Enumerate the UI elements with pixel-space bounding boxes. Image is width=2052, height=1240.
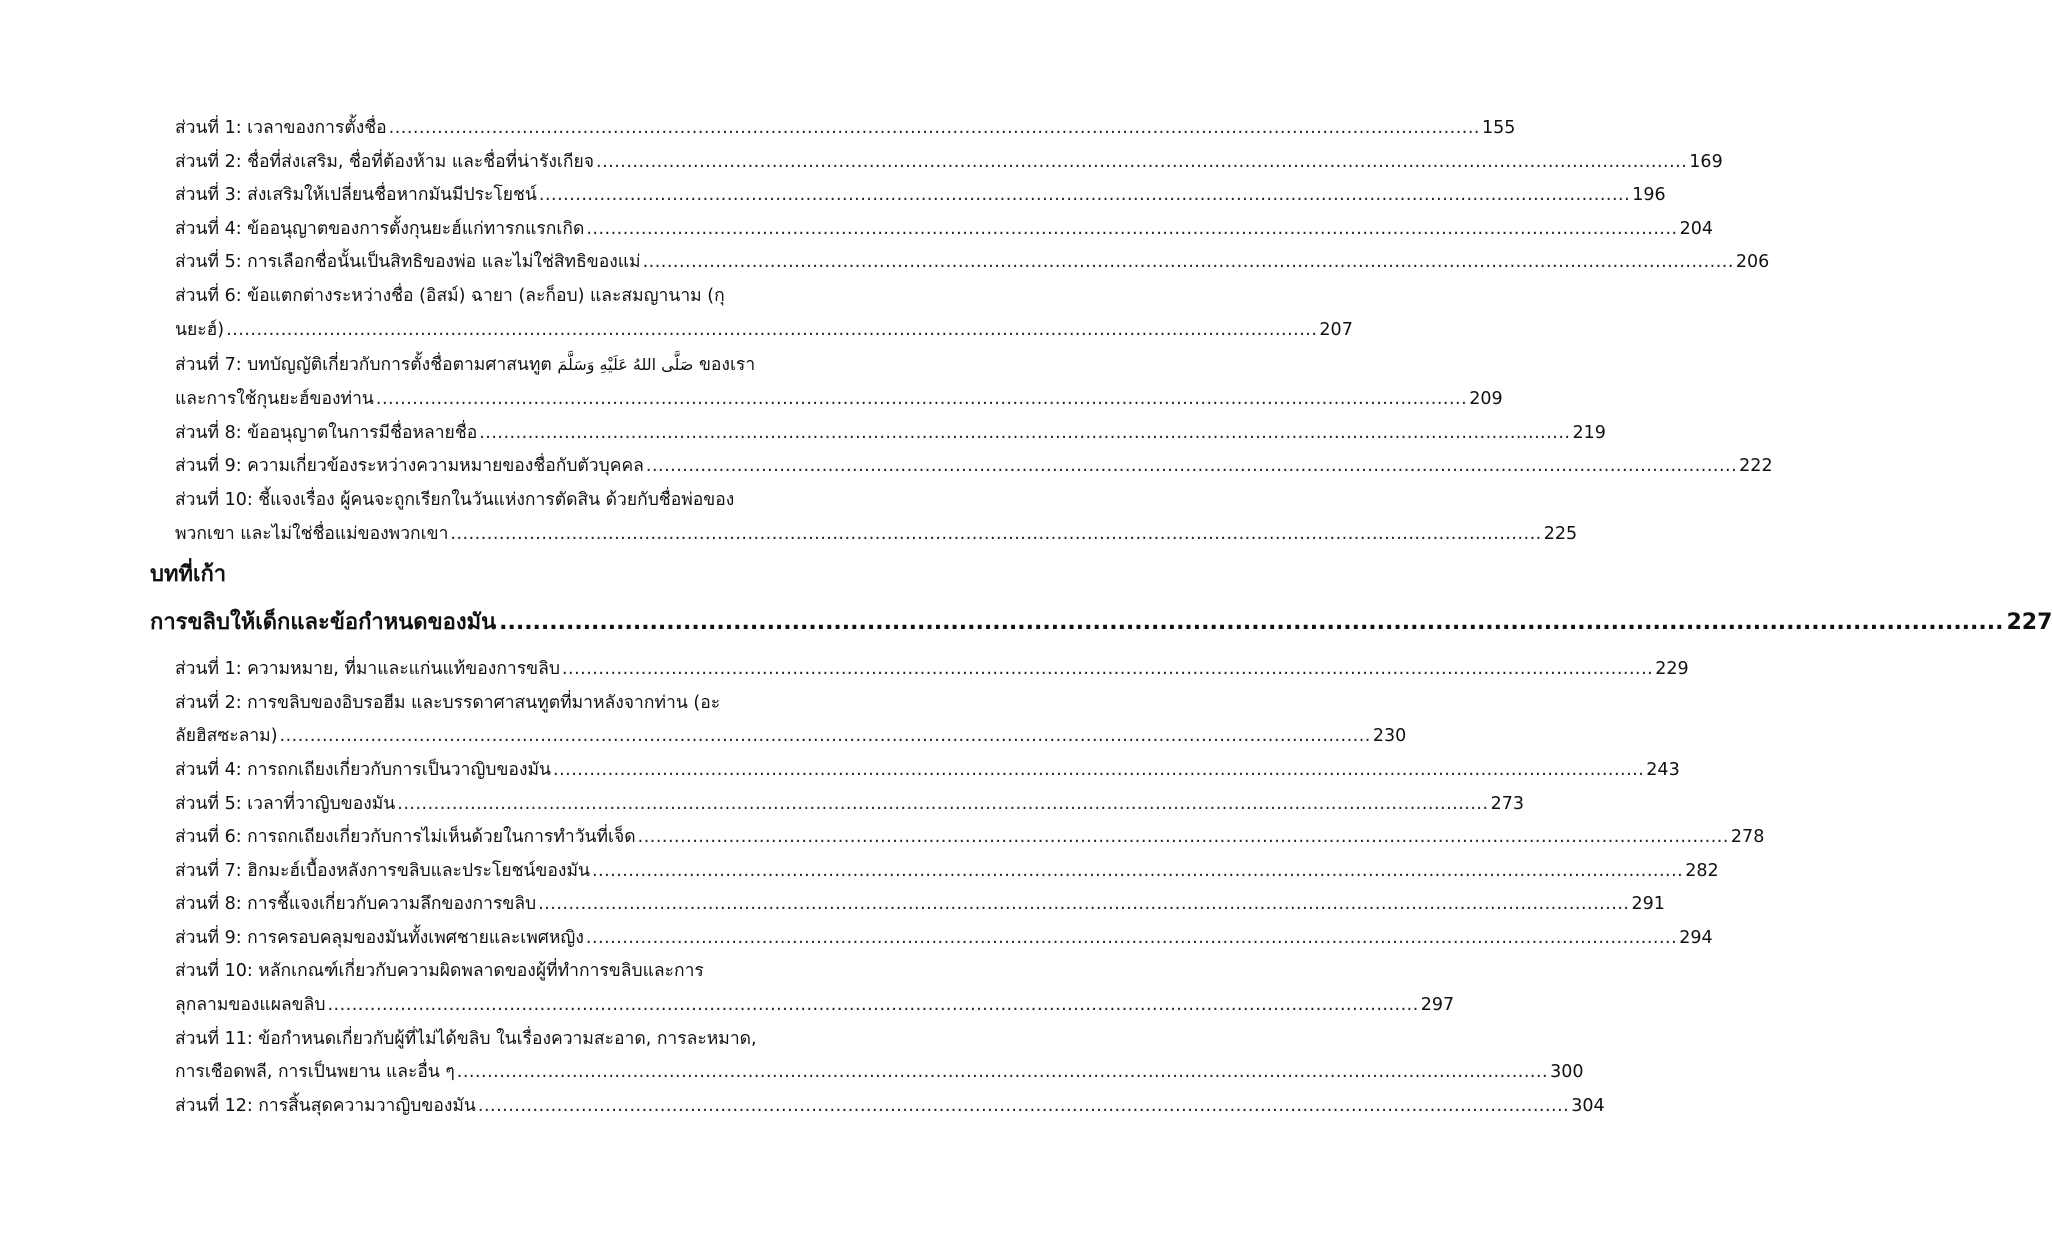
entry-title-continued: และการใช้กุนยะฮ์ของท่าน	[175, 389, 374, 410]
page-number: 206	[1735, 252, 1770, 273]
dot-leader: ....................................................................................................................................................................................	[645, 456, 1738, 477]
toc-entry[interactable]	[150, 146, 1723, 180]
entry-title-continued: การเชือดพลี, การเป็นพยาน และอื่น ๆ	[175, 1062, 455, 1083]
dot-leader: ....................................................................................................................................................................................	[553, 759, 1645, 780]
toc-entry-line[interactable]	[150, 484, 784, 518]
entry-prefix: ส่วนที่ 3:	[175, 185, 242, 206]
toc-entry[interactable]	[150, 213, 1714, 247]
entry-title: ฮิกมะฮ์เบื้องหลังการขลิบและประโยชน์ของมัน	[241, 860, 590, 881]
page-number: 243	[1646, 759, 1680, 780]
toc-entry[interactable]	[150, 788, 1524, 822]
entry-title: การเลือกชื่อนั้นเป็นสิทธิของพ่อ และไม่ใช่สิทธิของแม่	[241, 252, 641, 273]
entry-title-continued: ลัยฮิสซะลาม)	[175, 726, 278, 747]
page-number: 273	[1490, 793, 1524, 814]
dot-leader: ....................................................................................................................................................................................	[327, 995, 1419, 1016]
entry-title: ความเกี่ยวข้องระหว่างความหมายของชื่อกับตัวบุคคล	[241, 456, 644, 477]
dot-leader: ....................................................................................................................................................................................	[397, 793, 1489, 814]
toc-entry-line[interactable]	[150, 687, 784, 721]
entry-title: เวลาที่วาญิบของมัน	[241, 793, 396, 814]
entry-prefix: ส่วนที่ 10:	[175, 489, 253, 510]
page-number: 222	[1739, 456, 1773, 477]
entry-prefix: ส่วนที่ 9:	[175, 456, 242, 477]
toc-entry[interactable]	[150, 754, 1680, 788]
toc-entry[interactable]	[150, 855, 1719, 889]
page-number: 207	[1319, 319, 1353, 340]
entry-prefix: ส่วนที่ 9:	[175, 927, 242, 948]
entry-prefix: ส่วนที่ 7:	[175, 860, 242, 881]
toc-entry[interactable]	[150, 1090, 1605, 1124]
dot-leader: ....................................................................................................................................................................................	[499, 610, 2004, 636]
dot-leader: ....................................................................................................................................................................................	[375, 389, 1468, 410]
entry-title: การชี้แจงเกี่ยวกับความลึกของการขลิบ	[241, 894, 537, 915]
dot-leader: ....................................................................................................................................................................................	[637, 827, 1729, 848]
page-number: 278	[1730, 827, 1765, 848]
page-number: 204	[1679, 218, 1714, 239]
dot-leader: ....................................................................................................................................................................................	[479, 422, 1571, 443]
page-number: 304	[1571, 1095, 1605, 1116]
page-number: 219	[1572, 422, 1606, 443]
page-number: 196	[1632, 185, 1666, 206]
entry-title: ข้ออนุญาตของการตั้งกุนยะฮ์แก่ทารกแรกเกิด	[241, 218, 585, 239]
page-number: 230	[1372, 726, 1407, 747]
entry-title: บทบัญญัติเกี่ยวกับการตั้งชื่อตามศาสนทูต	[241, 355, 558, 376]
dot-leader: ....................................................................................................................................................................................	[279, 726, 1371, 747]
page-number: 155	[1481, 118, 1516, 138]
toc-entry[interactable]	[150, 1056, 1584, 1090]
entry-prefix: ส่วนที่ 5:	[175, 252, 242, 273]
entry-prefix: ส่วนที่ 6:	[175, 827, 242, 848]
toc-entry[interactable]	[150, 417, 1606, 451]
chapter-title-entry[interactable]	[150, 607, 2052, 639]
entry-title-continued: พวกเขา และไม่ใช่ชื่อแม่ของพวกเขา	[175, 523, 449, 544]
entry-title: ชื่อที่ส่งเสริม, ชื่อที่ต้องห้าม และชื่อที่น่ารังเกียจ	[241, 151, 594, 172]
entry-prefix: ส่วนที่ 11:	[175, 1028, 253, 1049]
dot-leader: ....................................................................................................................................................................................	[456, 1062, 1549, 1083]
entry-title: ชี้แจงเรื่อง ผู้คนจะถูกเรียกในวันแห่งการตัดสิน ด้วยกับชื่อพ่อของ	[252, 489, 735, 510]
entry-prefix: ส่วนที่ 8:	[175, 894, 242, 915]
entry-title: ความหมาย, ที่มาและแก่นแท้ของการขลิบ	[241, 659, 560, 680]
dot-leader: ....................................................................................................................................................................................	[538, 894, 1630, 915]
toc-entry[interactable]	[150, 450, 1773, 484]
entry-title: ส่งเสริมให้เปลี่ยนชื่อหากมันมีประโยชน์	[241, 185, 537, 206]
entry-prefix: ส่วนที่ 1:	[175, 659, 242, 680]
toc-entry[interactable]	[150, 314, 1353, 348]
page-number: 225	[1543, 523, 1578, 544]
entry-title: หลักเกณฑ์เกี่ยวกับความผิดพลาดของผู้ที่ทำการขลิบและการ	[252, 961, 704, 982]
entry-title: ของเรา	[693, 355, 756, 376]
toc-entry-line[interactable]	[150, 955, 784, 989]
page-number: 282	[1685, 860, 1719, 881]
dot-leader: ....................................................................................................................................................................................	[586, 218, 1678, 239]
toc-entry-line[interactable]	[150, 347, 784, 383]
dot-leader: ....................................................................................................................................................................................	[591, 860, 1684, 881]
toc-entry[interactable]	[150, 383, 1503, 417]
entry-title: ข้ออนุญาตในการมีชื่อหลายชื่อ	[241, 422, 478, 443]
page-number: 229	[1655, 659, 1689, 680]
page-number: 300	[1550, 1062, 1584, 1083]
page-number: 294	[1679, 927, 1713, 948]
toc-entry[interactable]	[150, 518, 1578, 552]
entry-title: การขลิบของอิบรอฮีม และบรรดาศาสนทูตที่มาหลังจากท่าน (อะ	[241, 692, 721, 713]
table-of-contents	[150, 112, 2052, 1123]
entry-prefix: ส่วนที่ 2:	[175, 151, 242, 172]
entry-title-continued: ลุกลามของแผลขลิบ	[175, 995, 326, 1016]
toc-entry-line[interactable]	[150, 1023, 784, 1057]
page-number: 209	[1469, 389, 1503, 410]
page-number: 297	[1420, 995, 1455, 1016]
page-number: 291	[1631, 894, 1665, 915]
entry-prefix: ส่วนที่ 12:	[175, 1095, 253, 1116]
entry-prefix: ส่วนที่ 10:	[175, 961, 253, 982]
dot-leader: ....................................................................................................................................................................................	[226, 319, 1318, 340]
entry-title: การถกเถียงเกี่ยวกับการเป็นวาญิบของมัน	[241, 759, 551, 780]
page-number: 227	[2006, 610, 2052, 636]
entry-title: ข้อแตกต่างระหว่างชื่อ (อิสม์) ฉายา (ละก็อบ) และสมญานาม (กุ	[241, 285, 725, 306]
dot-leader: ....................................................................................................................................................................................	[450, 523, 1542, 544]
arabic-salutation: صَلَّى اللهُ عَلَيْهِ وَسَلَّمَ	[557, 355, 694, 375]
toc-entry[interactable]	[150, 989, 1455, 1023]
toc-entry[interactable]	[150, 112, 1516, 146]
entry-title: การครอบคลุมของมันทั้งเพศชายและเพศหญิง	[241, 927, 584, 948]
dot-leader: ....................................................................................................................................................................................	[561, 659, 1654, 680]
entry-prefix: ส่วนที่ 5:	[175, 793, 242, 814]
entry-prefix: ส่วนที่ 2:	[175, 692, 242, 713]
dot-leader: ....................................................................................................................................................................................	[477, 1095, 1570, 1116]
toc-entry[interactable]	[150, 246, 1770, 280]
toc-entry[interactable]	[150, 821, 1765, 855]
entry-prefix: ส่วนที่ 7:	[175, 355, 242, 376]
entry-title: ข้อกำหนดเกี่ยวกับผู้ที่ไม่ได้ขลิบ ในเรื่องความสะอาด, การละหมาด,	[252, 1028, 757, 1049]
dot-leader: ....................................................................................................................................................................................	[642, 252, 1734, 273]
entry-title: การสิ้นสุดความวาญิบของมัน	[252, 1095, 476, 1116]
entry-prefix: ส่วนที่ 8:	[175, 422, 242, 443]
toc-entry[interactable]	[150, 179, 1666, 213]
chapter-title: การขลิบให้เด็กและข้อกำหนดของมัน	[150, 610, 497, 636]
toc-entry-line[interactable]	[150, 280, 784, 314]
toc-entry[interactable]	[150, 653, 1689, 687]
entry-title: เวลาของการตั้งชื่อ	[241, 118, 387, 138]
entry-title-continued: นยะฮ์)	[175, 319, 225, 340]
dot-leader: ....................................................................................................................................................................................	[585, 927, 1678, 948]
dot-leader: ....................................................................................................................................................................................	[388, 118, 1480, 138]
page-number: 169	[1689, 151, 1723, 172]
entry-prefix: ส่วนที่ 4:	[175, 759, 242, 780]
toc-entry[interactable]	[150, 922, 1713, 956]
entry-title: การถกเถียงเกี่ยวกับการไม่เห็นด้วยในการทำวันที่เจ็ด	[241, 827, 636, 848]
entry-prefix: ส่วนที่ 4:	[175, 218, 242, 239]
dot-leader: ....................................................................................................................................................................................	[538, 185, 1631, 206]
toc-entry[interactable]	[150, 720, 1407, 754]
entry-prefix: ส่วนที่ 1:	[175, 118, 242, 138]
dot-leader: ....................................................................................................................................................................................	[596, 151, 1688, 172]
entry-prefix: ส่วนที่ 6:	[175, 285, 242, 306]
toc-entry[interactable]	[150, 888, 1665, 922]
chapter-heading: บทที่เก้า	[150, 562, 227, 588]
